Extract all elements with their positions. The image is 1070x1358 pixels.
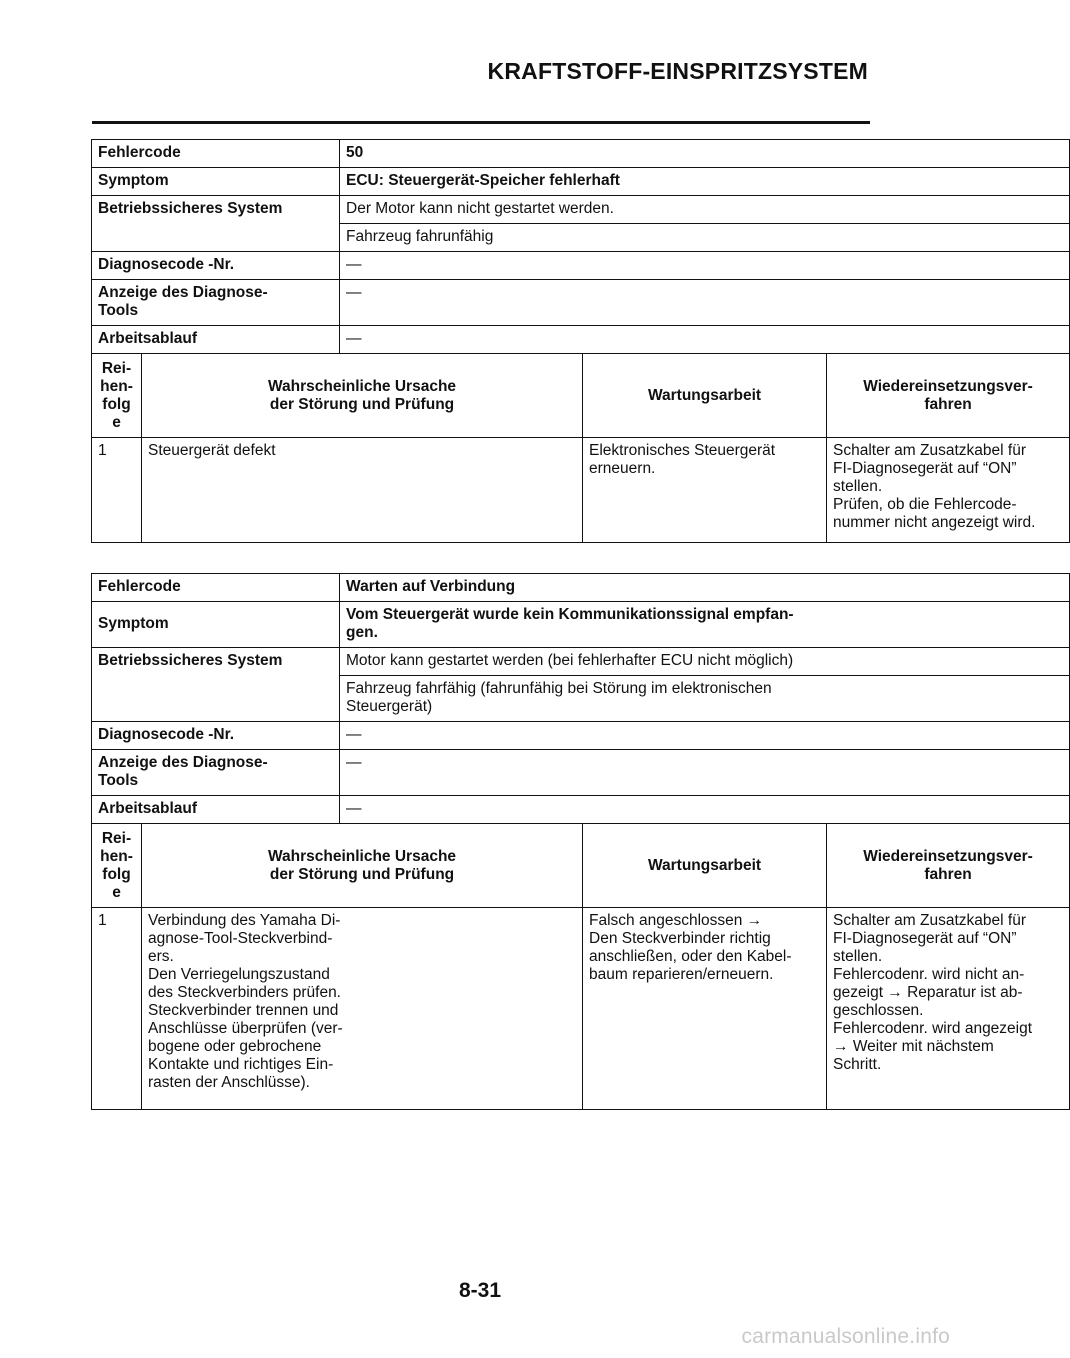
row-fehlercode [92, 140, 1070, 168]
cell-line: bogene oder gebrochene [148, 1038, 322, 1055]
header-line: e [112, 883, 121, 901]
anzeige-label-line: Anzeige des Diagnose- [98, 754, 268, 771]
cell-line: FI-Diagnosegerät auf “ON” [833, 460, 1017, 477]
row-diag [92, 252, 1070, 280]
header-line: der Störung und Prüfung [269, 395, 455, 413]
cell-line: stellen. [833, 478, 883, 495]
cell-line: Fehlercodenr. wird angezeigt [833, 1020, 1033, 1037]
col-header-wartung: Wartungsarbeit [583, 824, 827, 908]
fehlercode-value: Warten auf Verbindung [340, 574, 1070, 602]
header-line: der Störung und Prüfung [269, 865, 455, 883]
col-header-ursache [142, 824, 583, 908]
cell-line: Elektronisches Steuergerät [589, 442, 776, 459]
header-line: Wiedereinsetzungsver- [863, 847, 1033, 865]
cell-line: Anschlüsse überprüfen (ver- [148, 1020, 343, 1037]
header-line: Wahrscheinliche Ursache [267, 377, 457, 395]
header-line: Rei- [101, 829, 132, 847]
row-anzeige [92, 750, 1070, 796]
anzeige-label-line: Tools [98, 772, 139, 789]
cell-line: geschlossen. [833, 1002, 924, 1019]
cell-line: Schalter am Zusatzkabel für [833, 442, 1026, 459]
symptom-line: gen. [346, 624, 378, 641]
betrieb-value-2 [340, 676, 1070, 722]
symptom-line: Vom Steuergerät wurde kein Kommunikationssignal empfan- [346, 606, 794, 623]
symptom-value: ECU: Steuergerät-Speicher fehlerhaft [340, 168, 1070, 196]
header-line: folg [102, 395, 131, 413]
betrieb-line: Fahrzeug fahrfähig (fahrunfähig bei Störung im elektronischen [346, 680, 772, 697]
symptom-value [340, 602, 1070, 648]
anzeige-label-line: Anzeige des Diagnose- [98, 284, 268, 301]
ablauf-label: Arbeitsablauf [92, 326, 340, 354]
cell-line: anschließen, oder den Kabel- [589, 948, 792, 965]
cell-line: Steuergerät defekt [148, 442, 276, 459]
watermark: carmanualsonline.info [741, 1325, 950, 1348]
row-ablauf [92, 796, 1070, 824]
col-header-wiedereinsetzung [827, 824, 1070, 908]
ablauf-label: Arbeitsablauf [92, 796, 340, 824]
symptom-label: Symptom [92, 168, 340, 196]
betrieb-label-cont [92, 676, 340, 722]
table-row [92, 908, 1070, 1110]
betrieb-label: Betriebssicheres System [92, 196, 340, 224]
cell-line: Verbindung des Yamaha Di- [148, 912, 341, 929]
column-header-row [92, 354, 1070, 438]
cell-line: des Steckverbinders prüfen. [148, 984, 341, 1001]
header-line: folg [102, 865, 131, 883]
cell-line: Falsch angeschlossen → [589, 912, 763, 929]
header-line: hen- [100, 377, 133, 395]
col-header-reihenfolge [92, 354, 142, 438]
row-betrieb-2 [92, 224, 1070, 252]
diag-label: Diagnosecode -Nr. [92, 722, 340, 750]
cell-line: nummer nicht angezeigt wird. [833, 514, 1036, 531]
header-line: Rei- [101, 359, 132, 377]
cell-line: Steckverbinder trennen und [148, 1002, 339, 1019]
cell-line: Den Verriegelungszustand [148, 966, 330, 983]
cell-line: erneuern. [589, 460, 656, 477]
header-line: fahren [924, 395, 972, 413]
cell-ursache [142, 438, 583, 543]
header-line: Wahrscheinliche Ursache [267, 847, 457, 865]
col-header-wiedereinsetzung [827, 354, 1070, 438]
cell-line: ers. [148, 948, 174, 965]
diag-label: Diagnosecode -Nr. [92, 252, 340, 280]
anzeige-label [92, 750, 340, 796]
fehlercode-label: Fehlercode [92, 140, 340, 168]
row-symptom [92, 602, 1070, 648]
col-header-wartung: Wartungsarbeit [583, 354, 827, 438]
row-number: 1 [92, 438, 142, 543]
cell-line: agnose-Tool-Steckverbind- [148, 930, 333, 947]
column-header-row [92, 824, 1070, 908]
col-header-reihenfolge [92, 824, 142, 908]
ablauf-value: — [340, 796, 1070, 824]
anzeige-label [92, 280, 340, 326]
diag-value: — [340, 722, 1070, 750]
cell-line: rasten der Anschlüsse). [148, 1074, 310, 1091]
fehlercode-label: Fehlercode [92, 574, 340, 602]
betrieb-label-cont [92, 224, 340, 252]
row-betrieb-1 [92, 648, 1070, 676]
page-title: KRAFTSTOFF-EINSPRITZSYSTEM [487, 58, 868, 84]
cell-wiedereinsetzung [827, 438, 1070, 543]
betrieb-line: Steuergerät) [346, 698, 433, 715]
cell-line: Schalter am Zusatzkabel für [833, 912, 1026, 929]
cell-line: Prüfen, ob die Fehlercode- [833, 496, 1017, 513]
cell-line: → Weiter mit nächstem [833, 1038, 994, 1055]
anzeige-value: — [340, 280, 1070, 326]
header-line: hen- [100, 847, 133, 865]
anzeige-label-line: Tools [98, 302, 139, 319]
fault-table-50 [91, 139, 1070, 543]
header-rule [92, 121, 870, 124]
row-betrieb-2 [92, 676, 1070, 722]
cell-line: Schritt. [833, 1056, 882, 1073]
cell-line: stellen. [833, 948, 883, 965]
header-line: e [112, 413, 121, 431]
symptom-label: Symptom [92, 602, 340, 648]
cell-wartung [583, 438, 827, 543]
row-ablauf [92, 326, 1070, 354]
header-line: Wiedereinsetzungsver- [863, 377, 1033, 395]
cell-line: Den Steckverbinder richtig [589, 930, 771, 947]
anzeige-value: — [340, 750, 1070, 796]
cell-wartung [583, 908, 827, 1110]
betrieb-label: Betriebssicheres System [92, 648, 340, 676]
table-row [92, 438, 1070, 543]
cell-line: gezeigt → Reparatur ist ab- [833, 984, 1023, 1001]
cell-line: Fehlercodenr. wird nicht an- [833, 966, 1025, 983]
cell-line: baum reparieren/erneuern. [589, 966, 774, 983]
diag-value: — [340, 252, 1070, 280]
row-betrieb-1 [92, 196, 1070, 224]
fault-table-verbindung [91, 573, 1070, 1110]
row-number: 1 [92, 908, 142, 1110]
cell-line: Kontakte und richtiges Ein- [148, 1056, 334, 1073]
fehlercode-value: 50 [340, 140, 1070, 168]
row-fehlercode [92, 574, 1070, 602]
col-header-ursache [142, 354, 583, 438]
cell-ursache [142, 908, 583, 1110]
ablauf-value: — [340, 326, 1070, 354]
betrieb-value-1: Motor kann gestartet werden (bei fehlerhafter ECU nicht möglich) [340, 648, 1070, 676]
cell-line: FI-Diagnosegerät auf “ON” [833, 930, 1017, 947]
betrieb-value-1: Der Motor kann nicht gestartet werden. [340, 196, 1070, 224]
betrieb-value-2: Fahrzeug fahrunfähig [340, 224, 1070, 252]
row-anzeige [92, 280, 1070, 326]
row-symptom [92, 168, 1070, 196]
header-line: fahren [924, 865, 972, 883]
row-diag [92, 722, 1070, 750]
cell-wiedereinsetzung [827, 908, 1070, 1110]
page-number: 8-31 [458, 1279, 502, 1302]
